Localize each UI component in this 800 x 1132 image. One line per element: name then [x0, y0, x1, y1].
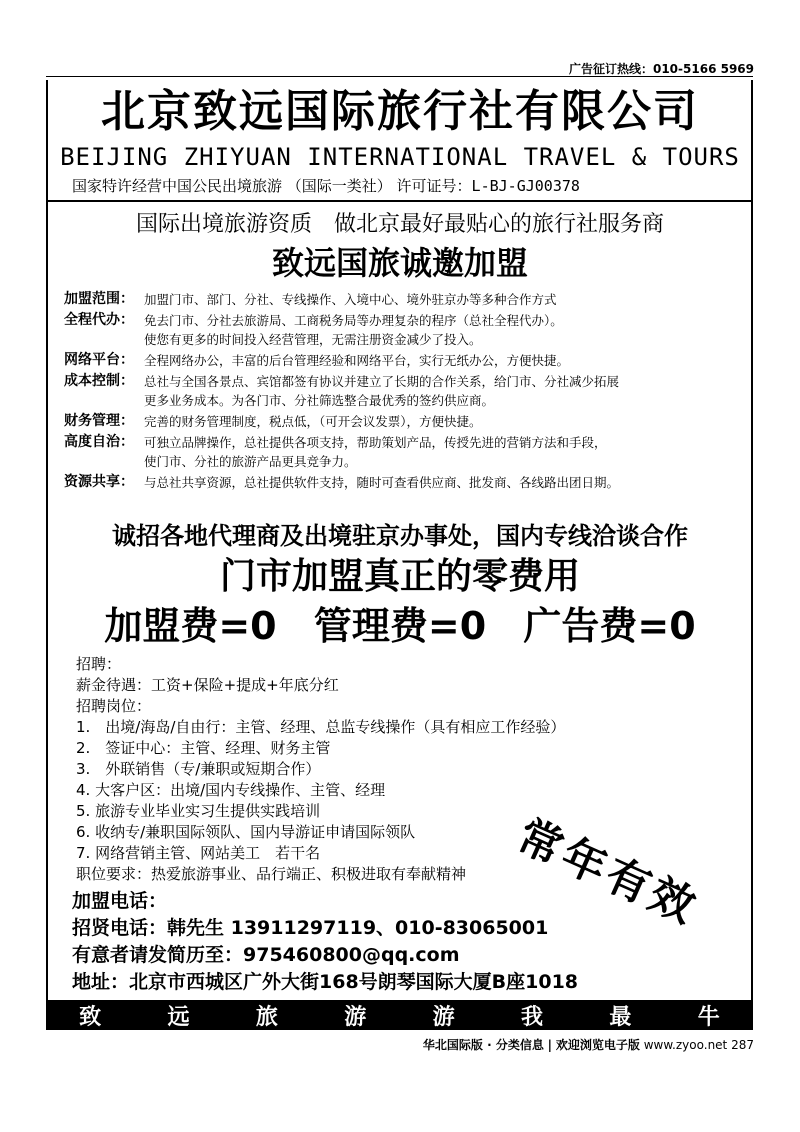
slogan-char: 最: [609, 1004, 632, 1030]
position-item: 1. 出境/海岛/自由行：主管、经理、总监专线操作（具有相应工作经验）: [76, 718, 566, 736]
feature-label: 成本控制：: [64, 373, 134, 389]
salary-info: 薪金待遇：工资+保险+提成+年底分红: [76, 676, 339, 694]
advertising-fee: 广告费=0: [523, 604, 696, 648]
feature-item: [64, 290, 744, 309]
feature-item: [64, 311, 744, 349]
position-item: 5. 旅游专业毕业实习生提供实践培训: [76, 802, 321, 820]
feature-text: 全程网络办公，丰富的后台管理经验和网络平台，实行无纸办公，方便快捷。: [144, 353, 570, 368]
slogan-char: 游: [344, 1004, 367, 1030]
contact-section: [72, 888, 752, 996]
slogan-char: 远: [167, 1004, 190, 1030]
feature-item: [64, 473, 744, 492]
edition-label: 华北国际版 · 分类信息: [422, 1038, 544, 1052]
footer-divider: |: [547, 1038, 553, 1052]
position-item: 4. 大客户区：出境/国内专线操作、主管、经理: [76, 781, 386, 799]
feature-list: [64, 290, 744, 494]
feature-item: [64, 433, 744, 471]
positions-heading: 招聘岗位：: [76, 697, 152, 715]
feature-text: 可独立品牌操作，总社提供各项支持，帮助策划产品，传授先进的营销方法和手段，: [144, 435, 607, 450]
franchise-headline: 致远国旅诚邀加盟: [271, 244, 528, 282]
feature-text: 免去门市、分社去旅游局、工商税务局等办理复杂的程序（总社全程代办）。: [144, 313, 563, 328]
license-line: [72, 176, 580, 196]
join-phone-label: 加盟电话：: [72, 890, 168, 912]
slogan-char: 牛: [697, 1004, 720, 1030]
address: 地址：北京市西城区广外大街168号朗琴国际大厦B座1018: [72, 971, 579, 993]
management-fee: 管理费=0: [313, 604, 487, 648]
ad-hotline: 广告征订热线：010-5166 5969: [568, 62, 754, 76]
bottom-slogan-bar: [46, 1000, 753, 1030]
feature-label: 高度自治：: [64, 434, 134, 450]
feature-item: [64, 351, 744, 370]
feature-text: 与总社共享资源，总社提供软件支持，随时可查看供应商、批发商、各线路出团日期。: [144, 475, 620, 490]
feature-text: 完善的财务管理制度，税点低，（可开会议发票），方便快捷。: [144, 414, 482, 429]
feature-label: 网络平台：: [64, 352, 134, 368]
slogan-char: 游: [432, 1004, 455, 1030]
fee-list: [0, 600, 800, 652]
franchise-fee: 加盟费=0: [104, 604, 277, 648]
zero-cost-headline: 门市加盟真正的零费用: [219, 556, 580, 597]
position-item: 2. 签证中心：主管、经理、财务主管: [76, 739, 331, 757]
header-divider: [46, 200, 753, 202]
slogan-char: 旅: [255, 1004, 278, 1030]
feature-text: 加盟门市、部门、分社、专线操作、入境中心、境外驻京办等多种合作方式: [144, 292, 557, 307]
page-number: 287: [731, 1038, 754, 1052]
feature-item: [64, 372, 744, 410]
recruitment-heading: 招聘：: [76, 655, 122, 673]
job-requirements: 职位要求：热爱旅游事业、品行端正、积极进取有奉献精神: [76, 865, 467, 883]
agent-recruitment-banner: 诚招各地代理商及出境驻京办事处，国内专线洽谈合作: [112, 522, 688, 550]
slogan: 国际出境旅游资质 做北京最好最贴心的旅行社服务商: [135, 212, 664, 237]
license-number: L-BJ-GJ00378: [471, 177, 580, 195]
position-item: 6. 收纳专/兼职国际领队、国内导游证申请国际领队: [76, 823, 416, 841]
always-valid-stamp: 常年有效: [509, 810, 706, 935]
feature-text: 更多业务成本。为各门市、分社筛选整合最优秀的签约供应商。: [144, 393, 495, 408]
license-text: 国家特许经营中国公民出境旅游 （国际一类社） 许可证号：: [72, 177, 472, 195]
position-item: 7. 网络营销主管、网站美工 若干名: [76, 844, 321, 862]
company-name-cn: 北京致远国际旅行社有限公司: [101, 86, 699, 137]
feature-text: 使门市、分社的旅游产品更具竞争力。: [144, 454, 357, 469]
position-item: 3. 外联销售（专/兼职或短期合作）: [76, 760, 321, 778]
website-link[interactable]: www.zyoo.net: [643, 1038, 728, 1052]
feature-text: 使您有更多的时间投入经营管理，无需注册资金减少了投入。: [144, 332, 482, 347]
top-divider: [46, 76, 753, 77]
feature-label: 资源共享：: [64, 474, 134, 490]
page-footer: [423, 1036, 754, 1053]
feature-text: 总社与全国各景点、宾馆都签有协议并建立了长期的合作关系，给门市、分社减少拓展: [144, 374, 620, 389]
resume-email: 有意者请发简历至：975460800@qq.com: [72, 944, 460, 966]
feature-label: 全程代办：: [64, 312, 134, 328]
recruit-phone: 招贤电话：韩先生 13911297119、010-83065001: [72, 917, 549, 939]
feature-label: 加盟范围：: [64, 291, 134, 307]
feature-label: 财务管理：: [64, 413, 134, 429]
slogan-char: 我: [521, 1004, 544, 1030]
company-name-en: BEIJING ZHIYUAN INTERNATIONAL TRAVEL & TOURS: [60, 143, 740, 171]
slogan-char: 致: [79, 1004, 102, 1030]
welcome-label: 欢迎浏览电子版: [555, 1038, 640, 1052]
feature-item: [64, 412, 744, 431]
